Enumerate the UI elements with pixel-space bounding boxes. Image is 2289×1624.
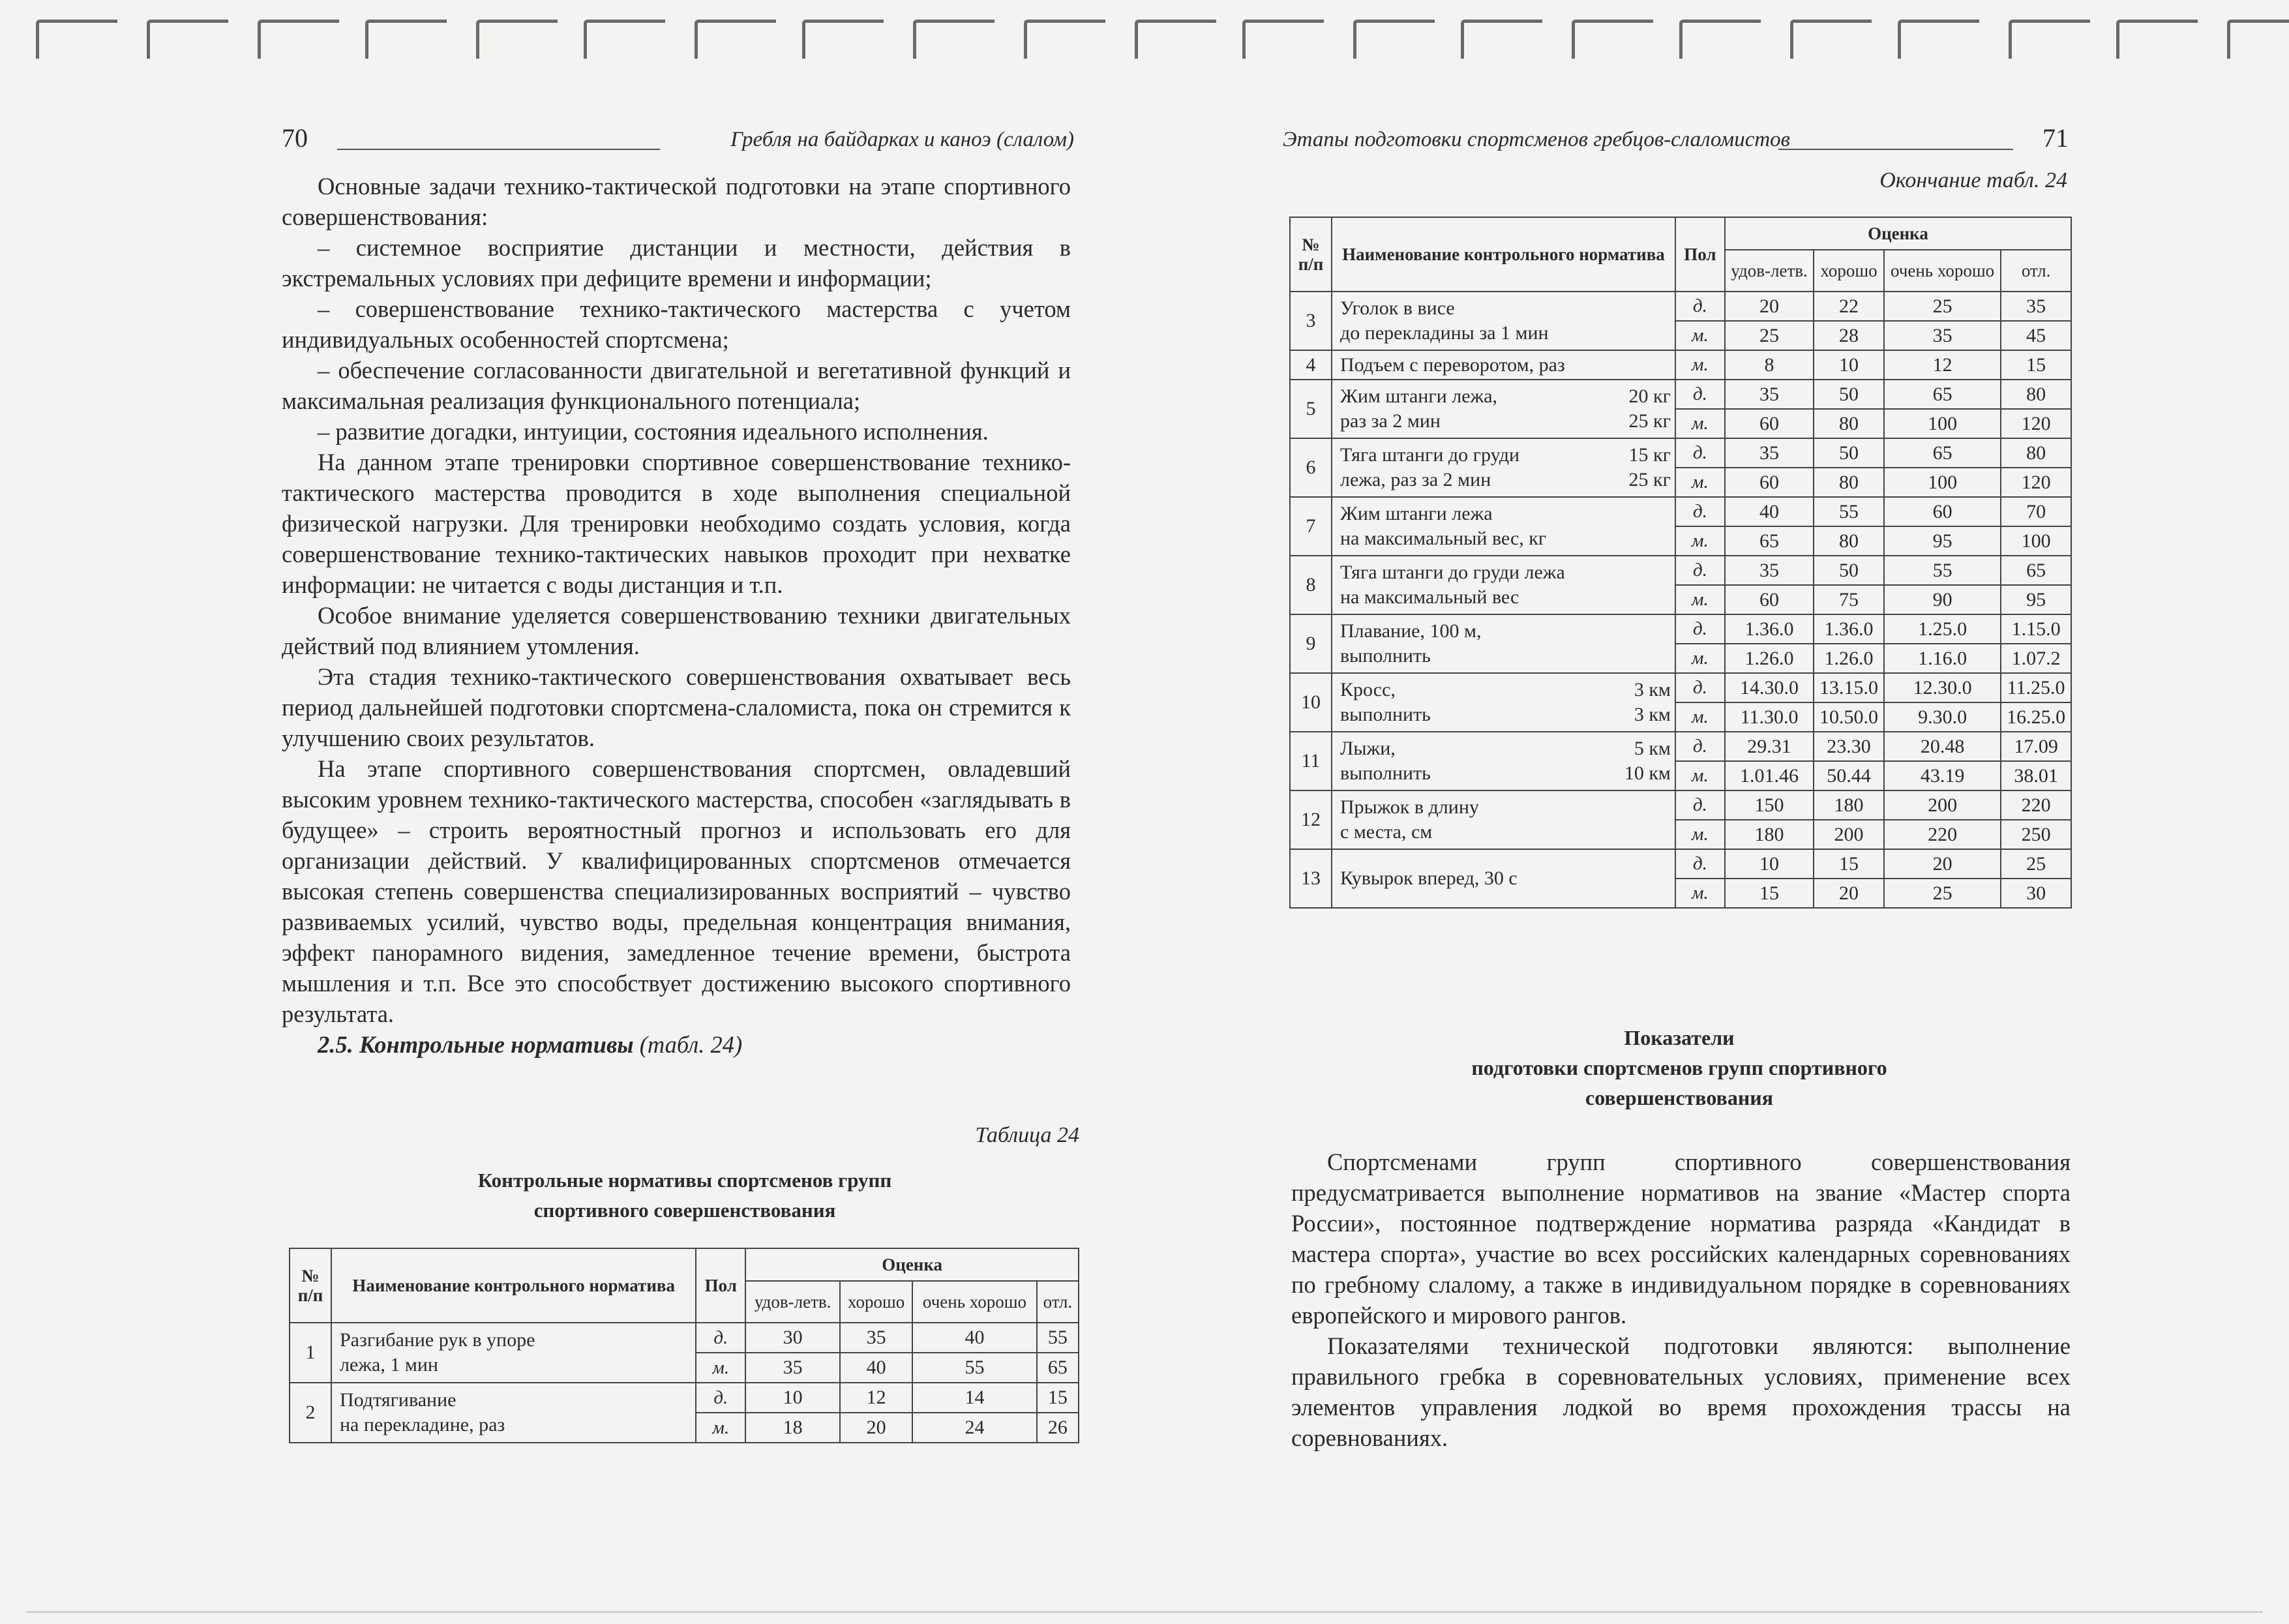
- row-value: 250: [2001, 820, 2071, 849]
- paragraph: Эта стадия технико-тактического совершенствования охватывает весь период дальнейшей подготовки спортсмена-слаломиста, пока он стремится к улучшению своих результатов.: [282, 663, 1071, 751]
- row-name-unit: 5 км: [1634, 738, 1671, 759]
- row-value: 1.26.0: [1725, 644, 1814, 673]
- right-body-text: [1291, 1147, 2071, 1453]
- row-sex: м.: [1675, 820, 1725, 849]
- right-page: [1144, 0, 2289, 1624]
- row-value: 25: [2001, 849, 2071, 879]
- header-grade: Оценка: [1725, 217, 2071, 250]
- table-title: [391, 1165, 978, 1226]
- row-name-text: выполнить: [1340, 645, 1431, 667]
- row-value: 50.44: [1814, 761, 1884, 790]
- row-name: [1332, 673, 1675, 732]
- paragraph: – системное восприятие дистанции и местности, действия в экстремальных условиях при дефиците времени и информации;: [282, 234, 1071, 292]
- row-name: [1332, 556, 1675, 614]
- section-title-line: Показатели: [1624, 1026, 1735, 1049]
- table-row: [1290, 614, 2071, 644]
- row-name-text: выполнить: [1340, 704, 1431, 725]
- row-value: 80: [1814, 409, 1884, 438]
- row-name-line: [340, 1413, 691, 1437]
- row-value: 180: [1725, 820, 1814, 849]
- row-value: 28: [1814, 321, 1884, 350]
- row-name-text: Тяга штанги до груди: [1340, 444, 1520, 466]
- row-name-unit: 10 км: [1624, 762, 1671, 784]
- row-name-text: Разгибание рук в упоре: [340, 1329, 535, 1351]
- row-value: 26: [1037, 1413, 1079, 1443]
- row-name-line: [1340, 678, 1671, 702]
- row-value: 20: [1814, 879, 1884, 908]
- row-value: 15: [1814, 849, 1884, 879]
- continuation-label: Окончание табл. 24: [1879, 168, 2067, 192]
- table-label: Таблица 24: [975, 1123, 1079, 1147]
- row-value: 65: [1884, 438, 2001, 468]
- row-name-line: [340, 1328, 691, 1353]
- row-value: 30: [2001, 879, 2071, 908]
- paragraph: – развитие догадки, интуиции, состояния идеального исполнения.: [318, 418, 989, 445]
- row-value: 20.48: [1884, 732, 2001, 761]
- table-title-line: Контрольные нормативы спортсменов групп: [477, 1169, 892, 1192]
- header-g2: хорошо: [1814, 250, 1884, 292]
- row-value: 95: [1884, 526, 2001, 556]
- row-value: 25: [1725, 321, 1814, 350]
- row-value: 22: [1814, 292, 1884, 321]
- row-value: 75: [1814, 585, 1884, 614]
- row-value: 15: [1037, 1383, 1079, 1413]
- row-name: [1332, 438, 1675, 497]
- row-name-text: лежа, 1 мин: [340, 1354, 438, 1376]
- row-value: 8: [1725, 350, 1814, 380]
- row-name: [1332, 497, 1675, 556]
- row-value: 29.31: [1725, 732, 1814, 761]
- row-sex: м.: [1675, 702, 1725, 732]
- header-g4: отл.: [2001, 250, 2071, 292]
- row-value: 14: [912, 1383, 1036, 1413]
- table-row: [1290, 438, 2071, 468]
- row-value: 65: [1725, 526, 1814, 556]
- row-value: 1.01.46: [1725, 761, 1814, 790]
- row-value: 50: [1814, 380, 1884, 409]
- header-rule: [337, 149, 660, 150]
- row-value: 55: [912, 1353, 1036, 1383]
- row-name-text: Кувырок вперед, 30 с: [1340, 867, 1518, 889]
- row-value: 50: [1814, 438, 1884, 468]
- row-value: 25: [1884, 292, 2001, 321]
- row-name-line: [340, 1353, 691, 1377]
- row-value: 30: [745, 1323, 840, 1353]
- row-name-unit: 3 км: [1634, 704, 1671, 725]
- row-value: 1.26.0: [1814, 644, 1884, 673]
- row-name-line: [1340, 560, 1671, 585]
- row-value: 38.01: [2001, 761, 2071, 790]
- section-heading: 2.5. Контрольные нормативы: [318, 1031, 634, 1058]
- row-name-line: [1340, 619, 1671, 644]
- row-sex: м.: [1675, 585, 1725, 614]
- row-value: 65: [2001, 556, 2071, 585]
- row-sex: д.: [1675, 497, 1725, 526]
- paragraph: Спортсменами групп спортивного совершенствования предусматривается выполнение нормативов на звание «Мастер спорта России», постоянное подтверждение норматива разряда «Кандидат в мастера спорта», участие во всех российских календарных соревнованиях по гребному слалому, а также в индивидуальном порядке в соревнованиях европейского и мирового рангов.: [1291, 1149, 2071, 1329]
- paragraph: – совершенствование технико-тактического мастерства с учетом индивидуальных особенностей спортсмена;: [282, 295, 1071, 353]
- row-name-text: на максимальный вес: [1340, 586, 1519, 608]
- row-value: 10: [1725, 849, 1814, 879]
- row-name-line: [1340, 736, 1671, 761]
- row-name-line: [1340, 468, 1671, 492]
- row-value: 10.50.0: [1814, 702, 1884, 732]
- left-page: [0, 0, 1144, 1624]
- norms-table-part2: [1289, 217, 2072, 909]
- row-num: 11: [1290, 732, 1332, 790]
- row-value: 13.15.0: [1814, 673, 1884, 702]
- row-value: 100: [1884, 409, 2001, 438]
- row-name-line: [1340, 502, 1671, 526]
- norms-table-part1: [289, 1248, 1079, 1443]
- row-name: [1332, 790, 1675, 849]
- row-value: 16.25.0: [2001, 702, 2071, 732]
- row-name-unit: 20 кг: [1628, 385, 1671, 407]
- row-value: 220: [2001, 790, 2071, 820]
- row-name: [1332, 614, 1675, 673]
- row-value: 65: [1037, 1353, 1079, 1383]
- row-value: 24: [912, 1413, 1036, 1443]
- row-num: 7: [1290, 497, 1332, 556]
- row-value: 50: [1814, 556, 1884, 585]
- row-name-text: Прыжок в длину: [1340, 796, 1479, 818]
- row-value: 65: [1884, 380, 2001, 409]
- row-num: 5: [1290, 380, 1332, 438]
- row-name-text: на максимальный вес, кг: [1340, 528, 1547, 549]
- row-name: [1332, 380, 1675, 438]
- row-value: 1.25.0: [1884, 614, 2001, 644]
- row-value: 60: [1884, 497, 2001, 526]
- header-g3: очень хорошо: [912, 1281, 1036, 1323]
- row-name-line: [1340, 384, 1671, 409]
- paragraph: На данном этапе тренировки спортивное совершенствование технико-тактического мастерства проводится в ходе выполнения специальной физической нагрузки. Для тренировки необходимо создать условия, когда совершенствование технико-тактических навыков проходит при нехватке информации: не читается с воды дистанция и т.п.: [282, 449, 1071, 598]
- paragraph: Особое внимание уделяется совершенствованию техники двигательных действий под влиянием утомления.: [282, 602, 1071, 659]
- row-name-text: Жим штанги лежа,: [1340, 385, 1498, 407]
- section-title-line: подготовки спортсменов групп спортивного: [1471, 1056, 1887, 1079]
- row-sex: д.: [1675, 849, 1725, 879]
- table-row: [1290, 497, 2071, 526]
- row-sex: д.: [1675, 614, 1725, 644]
- header-g4: отл.: [1037, 1281, 1079, 1323]
- row-name-line: [1340, 795, 1671, 820]
- row-name-line: [1340, 526, 1671, 551]
- row-name-text: раз за 2 мин: [1340, 410, 1441, 432]
- row-value: 1.07.2: [2001, 644, 2071, 673]
- header-rule: [1778, 149, 2013, 150]
- row-name-text: Кросс,: [1340, 679, 1396, 700]
- running-head: Гребля на байдарках и каноэ (слалом): [730, 128, 1074, 151]
- table-row: [1290, 673, 2071, 702]
- row-value: 11.30.0: [1725, 702, 1814, 732]
- row-value: 20: [1725, 292, 1814, 321]
- header-sex: Пол: [1675, 217, 1725, 292]
- row-name-line: [1340, 866, 1671, 891]
- row-name-text: выполнить: [1340, 762, 1431, 784]
- row-name-text: Тяга штанги до груди лежа: [1340, 562, 1565, 583]
- row-sex: м.: [1675, 644, 1725, 673]
- row-name-line: [1340, 761, 1671, 786]
- row-value: 25: [1884, 879, 2001, 908]
- row-value: 120: [2001, 409, 2071, 438]
- row-name-line: [1340, 820, 1671, 845]
- table-row: [1290, 292, 2071, 321]
- row-value: 15: [2001, 350, 2071, 380]
- row-value: 23.30: [1814, 732, 1884, 761]
- row-value: 100: [1884, 468, 2001, 497]
- section-ref: (табл. 24): [639, 1031, 743, 1058]
- row-value: 9.30.0: [1884, 702, 2001, 732]
- row-value: 35: [1725, 380, 1814, 409]
- running-head: Этапы подготовки спортсменов гребцов-слаломистов: [1283, 128, 1790, 151]
- row-value: 14.30.0: [1725, 673, 1814, 702]
- row-value: 15: [1725, 879, 1814, 908]
- row-name-line: [1340, 585, 1671, 610]
- row-name: [331, 1383, 696, 1443]
- row-value: 1.16.0: [1884, 644, 2001, 673]
- row-value: 35: [2001, 292, 2071, 321]
- header-sex: Пол: [696, 1248, 745, 1323]
- row-name-text: на перекладине, раз: [340, 1414, 505, 1436]
- left-header: [282, 123, 1074, 168]
- header-g1: удов-летв.: [745, 1281, 840, 1323]
- row-value: 90: [1884, 585, 2001, 614]
- section-title: [1321, 1023, 2038, 1113]
- row-name-unit: 25 кг: [1628, 469, 1671, 490]
- row-name-unit: 25 кг: [1628, 410, 1671, 432]
- header-name: Наименование контрольного норматива: [331, 1248, 696, 1323]
- row-name-text: Жим штанги лежа: [1340, 503, 1493, 524]
- row-value: 55: [1884, 556, 2001, 585]
- row-value: 12: [840, 1383, 912, 1413]
- row-value: 95: [2001, 585, 2071, 614]
- row-sex: м.: [696, 1413, 745, 1443]
- row-value: 180: [1814, 790, 1884, 820]
- row-name-line: [340, 1388, 691, 1413]
- row-name-line: [1340, 296, 1671, 321]
- row-value: 10: [745, 1383, 840, 1413]
- row-name: Подъем с переворотом, раз: [1332, 350, 1675, 380]
- table-header-row: [290, 1248, 1079, 1281]
- row-name-text: с места, см: [1340, 821, 1433, 843]
- row-value: 43.19: [1884, 761, 2001, 790]
- row-sex: д.: [1675, 790, 1725, 820]
- row-value: 200: [1884, 790, 2001, 820]
- row-value: 1.36.0: [1725, 614, 1814, 644]
- paragraph: На этапе спортивного совершенствования спортсмен, овладевший высоким уровнем технико-тактического мастерства, способен «заглядывать в будущее» – строить вероятностный прогноз и использовать его для организации действий. У квалифицированных спортсменов отмечается высокая степень совершенства специализированных восприятий – чувство развиваемых усилий, чувство воды, предельная концентрация внимания, эффект панорамного видения, замедленное течение времени, быстрота мышления и т.п. Все это способствует достижению высокого спортивного результата.: [282, 755, 1071, 1027]
- row-num: 2: [290, 1383, 331, 1443]
- row-name-line: [1340, 702, 1671, 727]
- row-value: 220: [1884, 820, 2001, 849]
- row-value: 60: [1725, 585, 1814, 614]
- row-num: 3: [1290, 292, 1332, 350]
- row-value: 40: [840, 1353, 912, 1383]
- page-bottom-edge: [26, 1611, 2263, 1613]
- row-num: 13: [1290, 849, 1332, 908]
- row-num: 9: [1290, 614, 1332, 673]
- header-name: Наименование контрольного норматива: [1332, 217, 1675, 292]
- row-name-unit: 15 кг: [1628, 444, 1671, 466]
- row-name-text: Уголок в висе: [1340, 297, 1455, 319]
- row-value: 45: [2001, 321, 2071, 350]
- row-sex: м.: [1675, 321, 1725, 350]
- row-sex: м.: [1675, 761, 1725, 790]
- row-name: [1332, 292, 1675, 350]
- row-value: 1.36.0: [1814, 614, 1884, 644]
- row-value: 35: [1725, 556, 1814, 585]
- row-value: 100: [2001, 526, 2071, 556]
- row-sex: д.: [1675, 673, 1725, 702]
- page-number: 71: [2042, 123, 2069, 153]
- row-num: 8: [1290, 556, 1332, 614]
- header-num: № п/п: [1290, 217, 1332, 292]
- table-row: [1290, 350, 2071, 380]
- row-value: 55: [1814, 497, 1884, 526]
- table-header-row: [1290, 217, 2071, 250]
- header-grade: Оценка: [745, 1248, 1079, 1281]
- row-value: 80: [1814, 468, 1884, 497]
- row-sex: м.: [1675, 468, 1725, 497]
- row-value: 35: [840, 1323, 912, 1353]
- paragraph: Показателями технической подготовки являются: выполнение правильного гребка в соревновательных условиях, применение всех элементов управления лодкой во время прохождения трассы на соревнованиях.: [1291, 1332, 2071, 1451]
- row-sex: м.: [696, 1353, 745, 1383]
- row-name-line: [1340, 409, 1671, 434]
- row-sex: д.: [696, 1323, 745, 1353]
- row-name-text: Подтягивание: [340, 1389, 456, 1411]
- row-value: 40: [912, 1323, 1036, 1353]
- left-body-text: [282, 171, 1071, 1060]
- row-sex: д.: [1675, 556, 1725, 585]
- row-sex: м.: [1675, 879, 1725, 908]
- row-value: 80: [2001, 380, 2071, 409]
- row-name: [331, 1323, 696, 1383]
- row-value: 80: [2001, 438, 2071, 468]
- row-name-line: [1340, 443, 1671, 468]
- row-value: 200: [1814, 820, 1884, 849]
- row-value: 40: [1725, 497, 1814, 526]
- row-value: 18: [745, 1413, 840, 1443]
- row-value: 60: [1725, 468, 1814, 497]
- row-value: 11.25.0: [2001, 673, 2071, 702]
- row-value: 17.09: [2001, 732, 2071, 761]
- row-sex: м.: [1675, 526, 1725, 556]
- table-row: [1290, 556, 2071, 585]
- row-sex: м.: [1675, 409, 1725, 438]
- header-g2: хорошо: [840, 1281, 912, 1323]
- row-name: [1332, 732, 1675, 790]
- row-value: 35: [745, 1353, 840, 1383]
- row-name: [1332, 849, 1675, 908]
- row-value: 35: [1884, 321, 2001, 350]
- header-g1: удов-летв.: [1725, 250, 1814, 292]
- row-value: 10: [1814, 350, 1884, 380]
- section-title-line: совершенствования: [1585, 1086, 1773, 1109]
- row-value: 150: [1725, 790, 1814, 820]
- table-row: [1290, 790, 2071, 820]
- table-row: [1290, 380, 2071, 409]
- page-number: 70: [282, 123, 308, 153]
- table-row: [290, 1323, 1079, 1353]
- table-row: [290, 1383, 1079, 1413]
- row-name-text: Лыжи,: [1340, 738, 1396, 759]
- row-num: 10: [1290, 673, 1332, 732]
- row-sex: д.: [1675, 292, 1725, 321]
- row-value: 120: [2001, 468, 2071, 497]
- header-num: № п/п: [290, 1248, 331, 1323]
- row-sex: д.: [1675, 732, 1725, 761]
- row-num: 1: [290, 1323, 331, 1383]
- row-value: 12.30.0: [1884, 673, 2001, 702]
- row-value: 35: [1725, 438, 1814, 468]
- header-g3: очень хорошо: [1884, 250, 2001, 292]
- row-num: 6: [1290, 438, 1332, 497]
- row-value: 55: [1037, 1323, 1079, 1353]
- row-name-unit: 3 км: [1634, 679, 1671, 700]
- paragraph: – обеспечение согласованности двигательной и вегетативной функций и максимальная реализация функционального потенциала;: [282, 357, 1071, 414]
- row-value: 70: [2001, 497, 2071, 526]
- row-sex: д.: [1675, 438, 1725, 468]
- row-value: 12: [1884, 350, 2001, 380]
- table-row: [1290, 849, 2071, 879]
- right-header: [1283, 123, 2069, 168]
- table-title-line: спортивного совершенствования: [533, 1199, 836, 1222]
- row-sex: д.: [696, 1383, 745, 1413]
- row-name-text: Плавание, 100 м,: [1340, 620, 1482, 642]
- paragraph: Основные задачи технико-тактической подготовки на этапе спортивного совершенствования:: [282, 173, 1071, 230]
- row-sex: м.: [1675, 350, 1725, 380]
- row-value: 20: [840, 1413, 912, 1443]
- row-value: 60: [1725, 409, 1814, 438]
- row-name-text: лежа, раз за 2 мин: [1340, 469, 1491, 490]
- section-heading-line: [282, 1029, 1071, 1060]
- row-sex: д.: [1675, 380, 1725, 409]
- row-name-line: [1340, 321, 1671, 346]
- row-num: 12: [1290, 790, 1332, 849]
- row-num: 4: [1290, 350, 1332, 380]
- row-name-line: [1340, 644, 1671, 669]
- row-value: 80: [1814, 526, 1884, 556]
- table-row: [1290, 732, 2071, 761]
- row-value: 20: [1884, 849, 2001, 879]
- row-name-text: до перекладины за 1 мин: [1340, 322, 1549, 344]
- row-value: 1.15.0: [2001, 614, 2071, 644]
